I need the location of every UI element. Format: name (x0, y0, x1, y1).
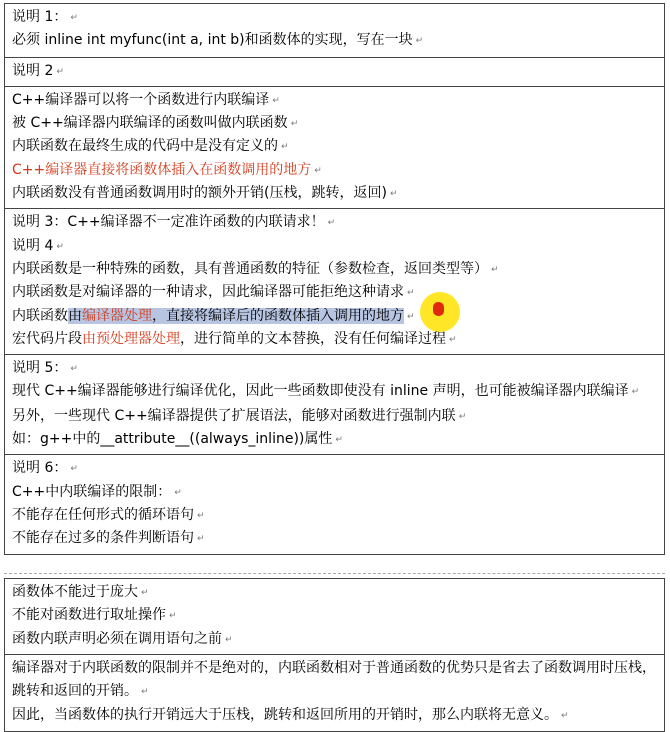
text-run: 函数体不能过于庞大 (12, 584, 138, 600)
text-run: C++编译器可以将一个函数进行内联编译 (12, 91, 270, 108)
table-cell[interactable] (5, 209, 664, 355)
paragraph-mark-icon: ↵ (281, 142, 289, 153)
table-cell[interactable] (5, 87, 664, 209)
text-run: 内联函数没有普通函数调用时的额外开销(压栈，跳转，返回) (12, 185, 387, 202)
text-line[interactable] (12, 159, 664, 182)
text-run: 不能存在任何形式的循环语句 (12, 506, 194, 523)
paragraph-mark-icon: ↵ (174, 487, 182, 498)
table-cell[interactable] (5, 355, 664, 455)
text-run: 说明 6： (12, 460, 68, 477)
text-line[interactable] (12, 182, 664, 205)
text-line[interactable] (12, 527, 664, 550)
paragraph-mark-icon: ↵ (225, 634, 233, 645)
text-run: ，进行简单的文本替换，没有任何编译过程 (180, 330, 446, 347)
text-run: 说明 4 (12, 237, 54, 254)
page-break (4, 573, 665, 574)
text-run: 说明 2 (12, 62, 54, 79)
text-line[interactable] (12, 657, 664, 705)
text-line[interactable] (12, 258, 664, 281)
text-line[interactable] (12, 628, 664, 651)
paragraph-mark-icon: ↵ (141, 588, 149, 598)
text-line[interactable] (12, 235, 664, 258)
paragraph-mark-icon: ↵ (197, 534, 205, 545)
mouse-cursor-icon (433, 302, 444, 316)
paragraph-mark-icon: ↵ (169, 611, 177, 622)
table-cell[interactable] (5, 579, 664, 655)
text-run: 必须 inline int myfunc(int a, int b)和函数体的实现，写在一块 (12, 32, 413, 49)
text-line[interactable] (12, 457, 664, 480)
paragraph-mark-icon: ↵ (491, 264, 499, 275)
text-line[interactable] (12, 405, 664, 428)
table-cell[interactable] (5, 455, 664, 553)
text-line[interactable] (12, 481, 664, 504)
text-run: C++中内联编译的限制： (12, 483, 172, 500)
text-run: 内联函数是对编译器的一种请求，因此编译器可能拒绝这种请求 (12, 284, 404, 301)
text-run: 如：g++中的__attribute__((always_inline))属性 (12, 431, 333, 448)
paragraph-mark-icon: ↵ (70, 464, 78, 475)
text-line[interactable] (12, 704, 664, 727)
paragraph-mark-icon: ↵ (56, 66, 64, 77)
text-run: 编译器对于内联函数的限制并不是绝对的，内联函数相对于普通函数的优势只是省去了函数调用时压栈，跳转和返回的开销。 (12, 659, 656, 700)
text-run: 内联函数在最终生成的代码中是没有定义的 (12, 138, 278, 155)
paragraph-mark-icon: ↵ (458, 411, 467, 422)
text-run: 不能对函数进行取址操作 (12, 607, 166, 624)
text-run: 由 (68, 307, 82, 324)
text-line[interactable] (12, 211, 664, 234)
text-line[interactable] (12, 604, 664, 627)
text-run: 宏代码片段 (12, 330, 82, 347)
text-run: 不能存在过多的条件判断语句 (12, 530, 194, 547)
text-run: 另外，一些现代 C++编译器提供了扩展语法，能够对函数进行强制内联 (12, 407, 456, 424)
text-run: 内联函数是一种特殊的函数，具有普通函数的特征（参数检查，返回类型等） (12, 260, 488, 277)
text-run: 被 C++编译器内联编译的函数叫做内联函数 (12, 115, 288, 132)
text-run: 内联函数 (12, 307, 68, 324)
paragraph-mark-icon: ↵ (389, 189, 398, 200)
text-line[interactable] (12, 328, 664, 351)
text-line[interactable] (12, 60, 664, 83)
paragraph-mark-icon: ↵ (415, 36, 424, 47)
paragraph-mark-icon: ↵ (290, 119, 299, 130)
text-line[interactable] (12, 89, 664, 112)
paragraph-mark-icon: ↵ (335, 435, 343, 446)
paragraph-mark-icon: ↵ (56, 241, 64, 252)
paragraph-mark-icon: ↵ (272, 95, 280, 106)
text-run: 说明 3：C++编译器不一定准许函数的内联请求！ (12, 214, 325, 231)
text-run: 说明 5： (12, 360, 68, 377)
text-run: 现代 C++编译器能够进行编译优化，因此一些函数即使没有 inline 声明，也可能被编译器内联编译 (12, 383, 629, 400)
paragraph-mark-icon: ↵ (197, 510, 205, 521)
text-run: 函数内联声明必须在调用语句之前 (12, 630, 222, 647)
text-run: 由预处理器处理 (82, 330, 180, 347)
text-line[interactable] (12, 581, 664, 604)
text-line[interactable] (12, 6, 664, 29)
text-run: 说明 1： (12, 9, 68, 25)
text-line[interactable] (12, 380, 664, 404)
text-line[interactable] (12, 428, 664, 451)
table-cell[interactable] (5, 4, 664, 58)
paragraph-mark-icon: ↵ (327, 218, 336, 229)
table-cell[interactable] (5, 655, 664, 731)
paragraph-mark-icon: ↵ (314, 165, 322, 176)
text-line[interactable] (12, 135, 664, 158)
paragraph-mark-icon: ↵ (561, 711, 569, 722)
text-line[interactable] (12, 29, 664, 53)
text-run: ，直接将编译后的函数体插入调用的地方 (152, 307, 404, 324)
text-line[interactable] (12, 504, 664, 527)
paragraph-mark-icon: ↵ (70, 13, 78, 23)
text-line[interactable] (12, 305, 664, 328)
paragraph-mark-icon: ↵ (449, 334, 457, 345)
text-run: 编译器处理 (82, 307, 152, 324)
notes-table-page2 (4, 578, 665, 732)
text-line[interactable] (12, 281, 664, 304)
paragraph-mark-icon: ↵ (407, 288, 415, 299)
table-cell[interactable] (5, 58, 664, 87)
text-line[interactable] (12, 112, 664, 135)
notes-table-page1 (4, 3, 665, 555)
paragraph-mark-icon: ↵ (407, 311, 415, 322)
paragraph-mark-icon: ↵ (70, 364, 78, 375)
text-run: C++编译器直接将函数体插入在函数调用的地方 (12, 161, 312, 178)
paragraph-mark-icon: ↵ (141, 687, 149, 698)
text-line[interactable] (12, 357, 664, 380)
text-run: 因此，当函数体的执行开销远大于压栈，跳转和返回所用的开销时，那么内联将无意义。 (12, 707, 558, 724)
paragraph-mark-icon: ↵ (631, 387, 640, 398)
